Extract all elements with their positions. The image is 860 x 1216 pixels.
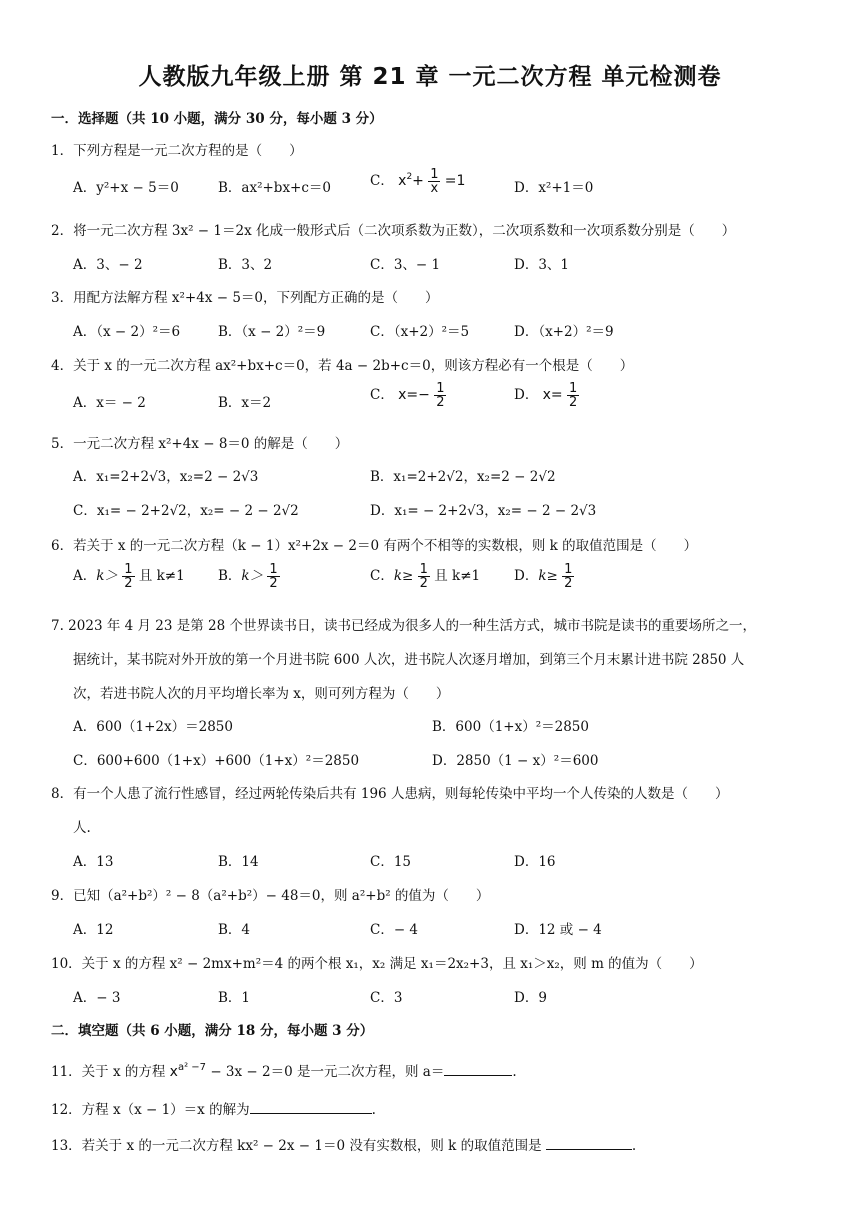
q1-option-c: C． $x^2+$ $\frac{1}{x}$ =1 [370, 167, 466, 196]
q3-option-d: D．（x+2）²＝9 [514, 324, 614, 340]
q9-option-d: D．12 或 − 4 [514, 922, 602, 938]
q1-option-b: B．ax²+bx+c＝0 [218, 180, 332, 196]
question-3: 3．用配方法解方程 x²+4x − 5＝0，下列配方正确的是（ ） [51, 290, 439, 306]
q1-option-a: A．y²+x − 5＝0 [73, 180, 179, 196]
q6-option-a: A．k＞ $\frac{1}{2}$ 且 k≠1 [73, 562, 185, 591]
q6-option-b: B．k＞ $\frac{1}{2}$ [218, 562, 278, 591]
q9-option-a: A．12 [73, 922, 114, 938]
question-4: 4．关于 x 的一元二次方程 ax²+bx+c＝0，若 4a − 2b+c＝0，则该方程必有一个根是（ ） [51, 358, 634, 374]
q13-answer-blank[interactable] [546, 1149, 632, 1150]
question-5: 5．一元二次方程 x²+4x − 8＝0 的解是（ ） [51, 436, 349, 452]
q5-option-b: B．x₁=2+2√2，x₂=2 − 2√2 [370, 469, 556, 485]
q4-option-b: B．x＝2 [218, 395, 272, 411]
q5-option-a: A．x₁=2+2√3，x₂=2 − 2√3 [73, 469, 259, 485]
q9-option-c: C．− 4 [370, 922, 419, 938]
q6-option-c: C．k≥ $\frac{1}{2}$ 且 k≠1 [370, 562, 481, 591]
q11-answer-blank[interactable] [444, 1075, 512, 1076]
q8-option-b: B．14 [218, 854, 259, 870]
question-13: 13．若关于 x 的一元二次方程 kx² − 2x − 1＝0 没有实数根，则 k 的取值范围是 . [51, 1138, 637, 1154]
q6-option-d: D．k≥ $\frac{1}{2}$ [514, 562, 573, 591]
q9-option-b: B．4 [218, 922, 251, 938]
section-heading-fill: 二．填空题（共 6 小题，满分 18 分，每小题 3 分） [51, 1023, 374, 1039]
section-heading-choice: 一．选择题（共 10 小题，满分 30 分，每小题 3 分） [51, 111, 383, 127]
q2-option-a: A．3、− 2 [73, 257, 143, 273]
question-8-line-1: 8．有一个人患了流行性感冒，经过两轮传染后共有 196 人患病，则每轮传染中平均一个人传染的人数是（ ） [51, 786, 729, 802]
question-2: 2．将一元二次方程 3x² − 1＝2x 化成一般形式后（二次项系数为正数），二次项系数和一次项系数分别是（ ） [51, 223, 736, 239]
question-10: 10．关于 x 的方程 x² − 2mx+m²＝4 的两个根 x₁，x₂ 满足 x₁＝2x₂+3，且 x₁＞x₂，则 m 的值为（ ） [51, 956, 703, 972]
q8-option-c: C．15 [370, 854, 412, 870]
page-title: 人教版九年级上册 第 21 章 一元二次方程 单元检测卷 [138, 64, 722, 90]
q10-option-d: D．9 [514, 990, 547, 1006]
q4-option-d: D． x= $\frac{1}{2}$ [514, 381, 578, 410]
q10-option-c: C．3 [370, 990, 403, 1006]
question-6: 6．若关于 x 的一元二次方程（k − 1）x²+2x − 2＝0 有两个不相等的实数根，则 k 的取值范围是（ ） [51, 538, 698, 554]
question-8-line-2: 人. [73, 820, 91, 836]
question-9: 9．已知（a²+b²）² − 8（a²+b²）− 48＝0，则 a²+b² 的值为（ ） [51, 888, 490, 904]
q7-option-c: C．600+600（1+x）+600（1+x）²＝2850 [73, 753, 360, 769]
q3-option-a: A．（x − 2）²＝6 [73, 324, 181, 340]
q4-option-a: A．x＝ − 2 [73, 395, 146, 411]
q8-option-d: D．16 [514, 854, 556, 870]
q2-option-c: C．3、− 1 [370, 257, 441, 273]
question-1: 1．下列方程是一元二次方程的是（ ） [51, 143, 303, 159]
question-7-line-1: 7. 2023 年 4 月 23 是第 28 个世界读书日，读书已经成为很多人的一种生活方式，城市书院是读书的重要场所之一， [51, 618, 757, 634]
q1-option-d: D．x²+1＝0 [514, 180, 594, 196]
q7-option-a: A．600（1+2x）＝2850 [73, 719, 233, 735]
q5-option-c: C．x₁= − 2+2√2，x₂= − 2 − 2√2 [73, 503, 299, 519]
q12-answer-blank[interactable] [250, 1113, 372, 1114]
question-12: 12．方程 x（x − 1）＝x 的解为 . [51, 1102, 376, 1118]
q5-option-d: D．x₁= − 2+2√3，x₂= − 2 − 2√3 [370, 503, 597, 519]
q4-option-c: C． x=− $\frac{1}{2}$ [370, 381, 445, 410]
q3-option-b: B．（x − 2）²＝9 [218, 324, 326, 340]
question-11: 11．关于 x 的方程 $x^{a^2 -7} - 3x - 2=0$ 是一元二次方程，则 a＝ . [51, 1062, 517, 1080]
q2-option-b: B．3、2 [218, 257, 273, 273]
q7-option-d: D．2850（1 − x）²＝600 [432, 753, 599, 769]
q8-option-a: A．13 [73, 854, 114, 870]
q3-option-c: C．（x+2）²＝5 [370, 324, 470, 340]
q10-option-a: A．− 3 [73, 990, 121, 1006]
question-7-line-2: 据统计，某书院对外开放的第一个月进书院 600 人次，进书院人次逐月增加，到第三个月末累计进书院 2850 人 [73, 652, 745, 668]
q10-option-b: B．1 [218, 990, 251, 1006]
q2-option-d: D．3、1 [514, 257, 570, 273]
question-7-line-3: 次，若进书院人次的月平均增长率为 x，则可列方程为（ ） [73, 686, 450, 702]
q7-option-b: B．600（1+x）²＝2850 [432, 719, 589, 735]
